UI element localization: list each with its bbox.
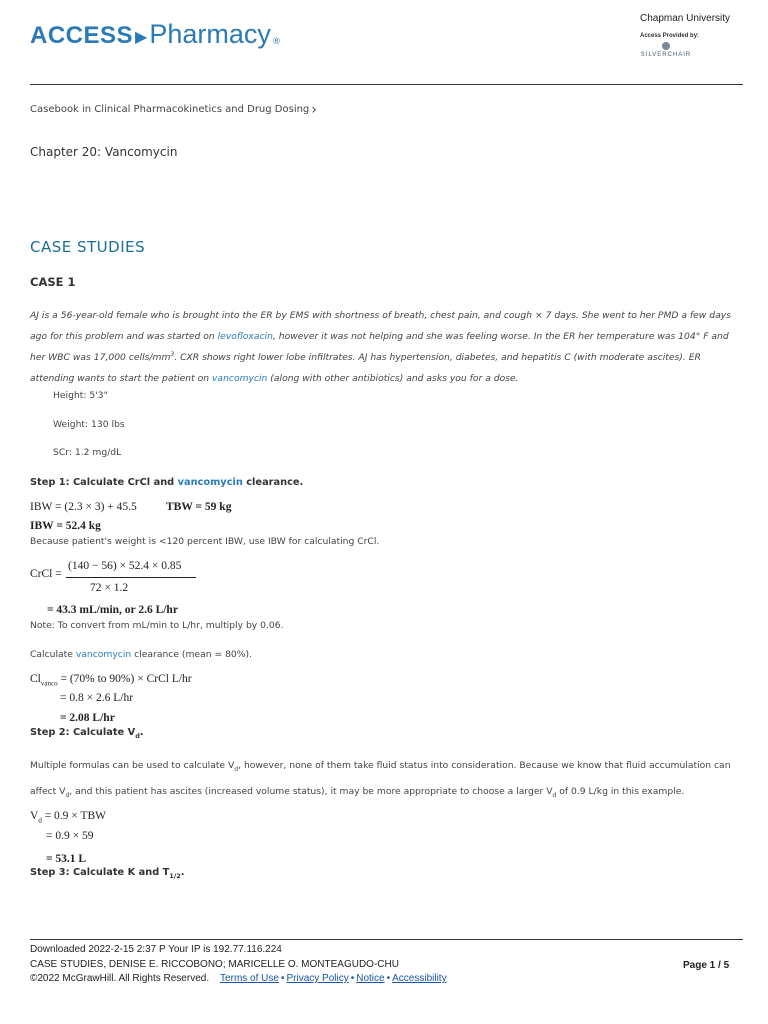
param-height: Height: 5'3"	[53, 390, 108, 401]
silverchair-logo	[640, 42, 692, 58]
levofloxacin-link[interactable]: levofloxacin	[217, 331, 273, 342]
copyright-text: ©2022 McGrawHill. All Rights Reserved.	[30, 973, 210, 984]
institution-name: Chapman University	[640, 13, 731, 24]
section-title: CASE STUDIES	[30, 238, 146, 256]
param-weight: Weight: 130 lbs	[53, 419, 125, 430]
step-1-heading: Step 1: Calculate CrCl and vancomycin clearance.	[30, 477, 304, 488]
step-3-heading: Step 3: Calculate K and $T_{1/2}$.	[30, 867, 185, 880]
breadcrumb[interactable]	[30, 101, 317, 118]
notice-link[interactable]: Notice	[356, 973, 385, 984]
fraction-bar	[66, 577, 196, 578]
logo-pharmacy-text: Pharmacy	[149, 19, 271, 49]
crcl-denominator: 72 × 1.2	[90, 582, 129, 594]
page-number: Page 1 / 5	[683, 960, 730, 971]
vancomycin-link[interactable]: vancomycin	[177, 477, 243, 488]
param-scr: SCr: 1.2 mg/dL	[53, 447, 122, 458]
accessibility-link[interactable]: Accessibility	[392, 973, 447, 984]
footer-divider	[30, 939, 743, 940]
case-description: AJ is a 56-year-old female who is brought into the ER by EMS with shortness of breath, chest pain, and cough × 7 days. She went to her PMD a few days ago for this problem and was started on levofloxacin, however it was not helping and she was feeling worse. In the ER her temperature was 104° F and her WBC was 17,000 cells/$mm^3$. CXR shows right lower lobe infiltrates. AJ has hypertension, diabetes, and hepatitis C (with moderate ascites). ER attending wants to start the patient on vancomycin (along with other antibiotics) and asks you for a dose.	[30, 310, 731, 384]
silverchair-text: SILVERCHAIR	[640, 52, 692, 58]
header-divider	[30, 84, 743, 85]
clearance-instruction: Calculate vancomycin clearance (mean = 80%).	[30, 649, 252, 660]
case-title: CASE 1	[30, 275, 76, 289]
chapter-authors: CASE STUDIES, DENISE E. RICCOBONO; MARICELLE O. MONTEAGUDO-CHU	[30, 959, 399, 970]
download-info: Downloaded 2022-2-15 2:37 P Your IP is 192.77.116.224	[30, 944, 282, 955]
logo-arrow-icon: ▶	[135, 27, 148, 46]
terms-of-use-link[interactable]: Terms of Use	[220, 973, 279, 984]
cl-vanco-equation: $Cl_{vanco} = (70\%$ to 90%) × CrCl L/hr	[30, 673, 192, 688]
breadcrumb-book-link[interactable]: Casebook in Clinical Pharmacokinetics and Drug Dosing	[30, 104, 310, 115]
vd-equation: $V_d = 0.9$ × TBW	[30, 810, 107, 825]
crcl-result: = 43.3 mL/min, or 2.6 L/hr	[47, 604, 178, 616]
tbw-equation: TBW = 59 kg	[166, 501, 232, 513]
cl-vanco-result: = 2.08 L/hr	[60, 712, 115, 724]
privacy-policy-link[interactable]: Privacy Policy	[286, 973, 349, 984]
ibw-note: Because patient's weight is <120 percent IBW, use IBW for calculating CrCl.	[30, 536, 380, 547]
ibw-equation: IBW = (2.3 × 3) + 45.5	[30, 501, 137, 513]
crcl-lhs: CrCl =	[30, 568, 62, 580]
vd-result: = 53.1 L	[46, 853, 87, 865]
chapter-title: Chapter 20: Vancomycin	[30, 145, 178, 159]
access-provided-label: Access Provided by:	[640, 33, 700, 39]
silverchair-globe-icon	[662, 42, 670, 50]
conversion-note: Note: To convert from mL/min to L/hr, multiply by 0.06.	[30, 620, 284, 631]
crcl-numerator: (140 − 56) × 52.4 × 0.85	[68, 560, 182, 572]
vancomycin-link[interactable]: vancomycin	[75, 649, 132, 660]
logo-access-text: ACCESS	[30, 22, 134, 49]
cl-vanco-line2: = 0.8 × 2.6 L/hr	[60, 692, 134, 704]
chevron-right-icon: ›	[311, 101, 317, 118]
logo-registered-mark: ®	[271, 37, 281, 47]
footer-links: ©2022 McGrawHill. All Rights Reserved. Terms of Use • Privacy Policy • Notice • Accessibility	[30, 973, 447, 984]
access-pharmacy-logo[interactable]	[30, 10, 281, 50]
vd-paragraph: Multiple formulas can be used to calculate $V_d$, however, none of them take fluid status into consideration. Because we know that fluid accumulation can affect $V_d$, and this patient has ascites (increased volume status), it may be more appropriate to choose a larger $V_d$ of 0.9 L/kg in this example.	[30, 760, 731, 799]
ibw-result: IBW = 52.4 kg	[30, 520, 101, 532]
vd-line2: = 0.9 × 59	[46, 830, 94, 842]
step-2-heading: Step 2: Calculate $V_d$.	[30, 727, 144, 740]
vancomycin-link[interactable]: vancomycin	[212, 373, 268, 384]
